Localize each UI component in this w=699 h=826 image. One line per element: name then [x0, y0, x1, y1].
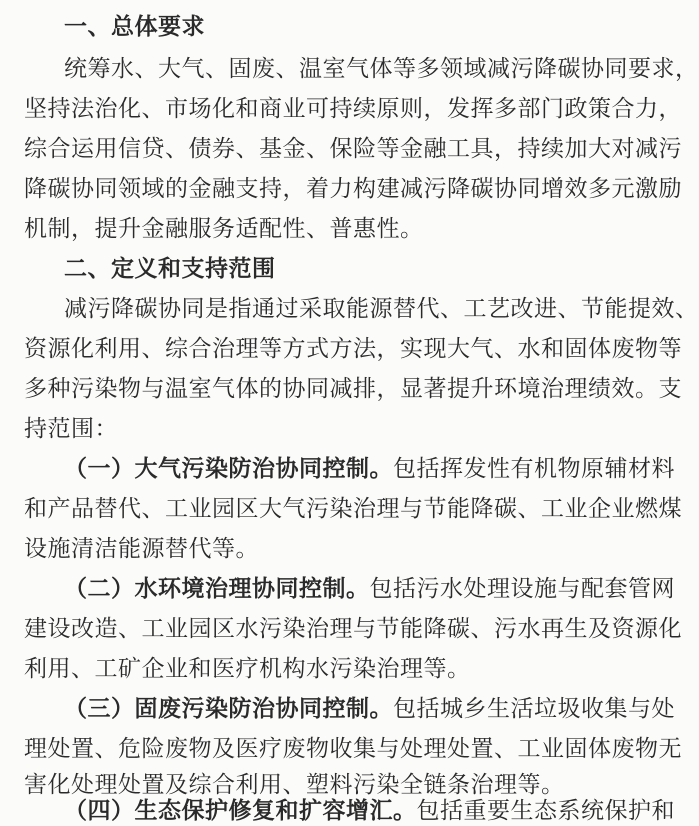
section-heading-2: 二、定义和支持范围: [64, 256, 276, 282]
item-text: 包括城乡生活垃圾收集与处: [393, 696, 675, 722]
list-item-line: 设施清洁能源替代等。: [24, 536, 259, 562]
list-item-line: 害化处理处置及综合利用、塑料污染全链条治理等。: [24, 772, 565, 798]
list-item-line: 建设改造、工业园区水污染治理与节能降碳、污水再生及资源化: [24, 616, 682, 642]
item-text: 包括重要生态系统保护和: [416, 798, 675, 824]
list-item-line: 和产品替代、工业园区大气污染治理与节能降碳、工业企业燃煤: [24, 496, 682, 522]
item-title: （三）固废污染防治协同控制。: [64, 696, 393, 722]
item-text: 包括污水处理设施与配套管网: [369, 576, 675, 602]
section-heading-1: 一、总体要求: [64, 14, 205, 40]
item-title: （四）生态保护修复和扩容增汇。: [64, 798, 417, 824]
item-title: （二）水环境治理协同控制。: [64, 576, 370, 602]
paragraph-line: 坚持法治化、市场化和商业可持续原则，发挥多部门政策合力，: [24, 96, 682, 122]
list-item-line: 理处置、危险废物及医疗废物收集与处理处置、工业固体废物无: [24, 736, 682, 762]
list-item-first-line: [64, 796, 675, 826]
paragraph-line: 综合运用信贷、债券、基金、保险等金融工具，持续加大对减污: [24, 136, 682, 162]
paragraph-line: 降碳协同领域的金融支持，着力构建减污降碳协同增效多元激励: [24, 176, 682, 202]
paragraph-line: 资源化利用、综合治理等方式方法，实现大气、水和固体废物等: [24, 336, 682, 362]
paragraph-line: 统筹水、大气、固废、温室气体等多领域减污降碳协同要求，: [64, 56, 699, 82]
list-item-first-line: [64, 454, 675, 484]
list-item-first-line: [64, 574, 675, 604]
paragraph-line: 减污降碳协同是指通过采取能源替代、工艺改进、节能提效、: [64, 296, 699, 322]
item-text: 包括挥发性有机物原辅材料: [393, 456, 675, 482]
list-item-first-line: [64, 694, 675, 724]
list-item-line: 利用、工矿企业和医疗机构水污染治理等。: [24, 656, 471, 682]
paragraph-line: 机制，提升金融服务适配性、普惠性。: [24, 216, 424, 242]
paragraph-line: 持范围：: [24, 416, 118, 442]
item-title: （一）大气污染防治协同控制。: [64, 456, 393, 482]
paragraph-line: 多种污染物与温室气体的协同减排，显著提升环境治理绩效。支: [24, 376, 682, 402]
